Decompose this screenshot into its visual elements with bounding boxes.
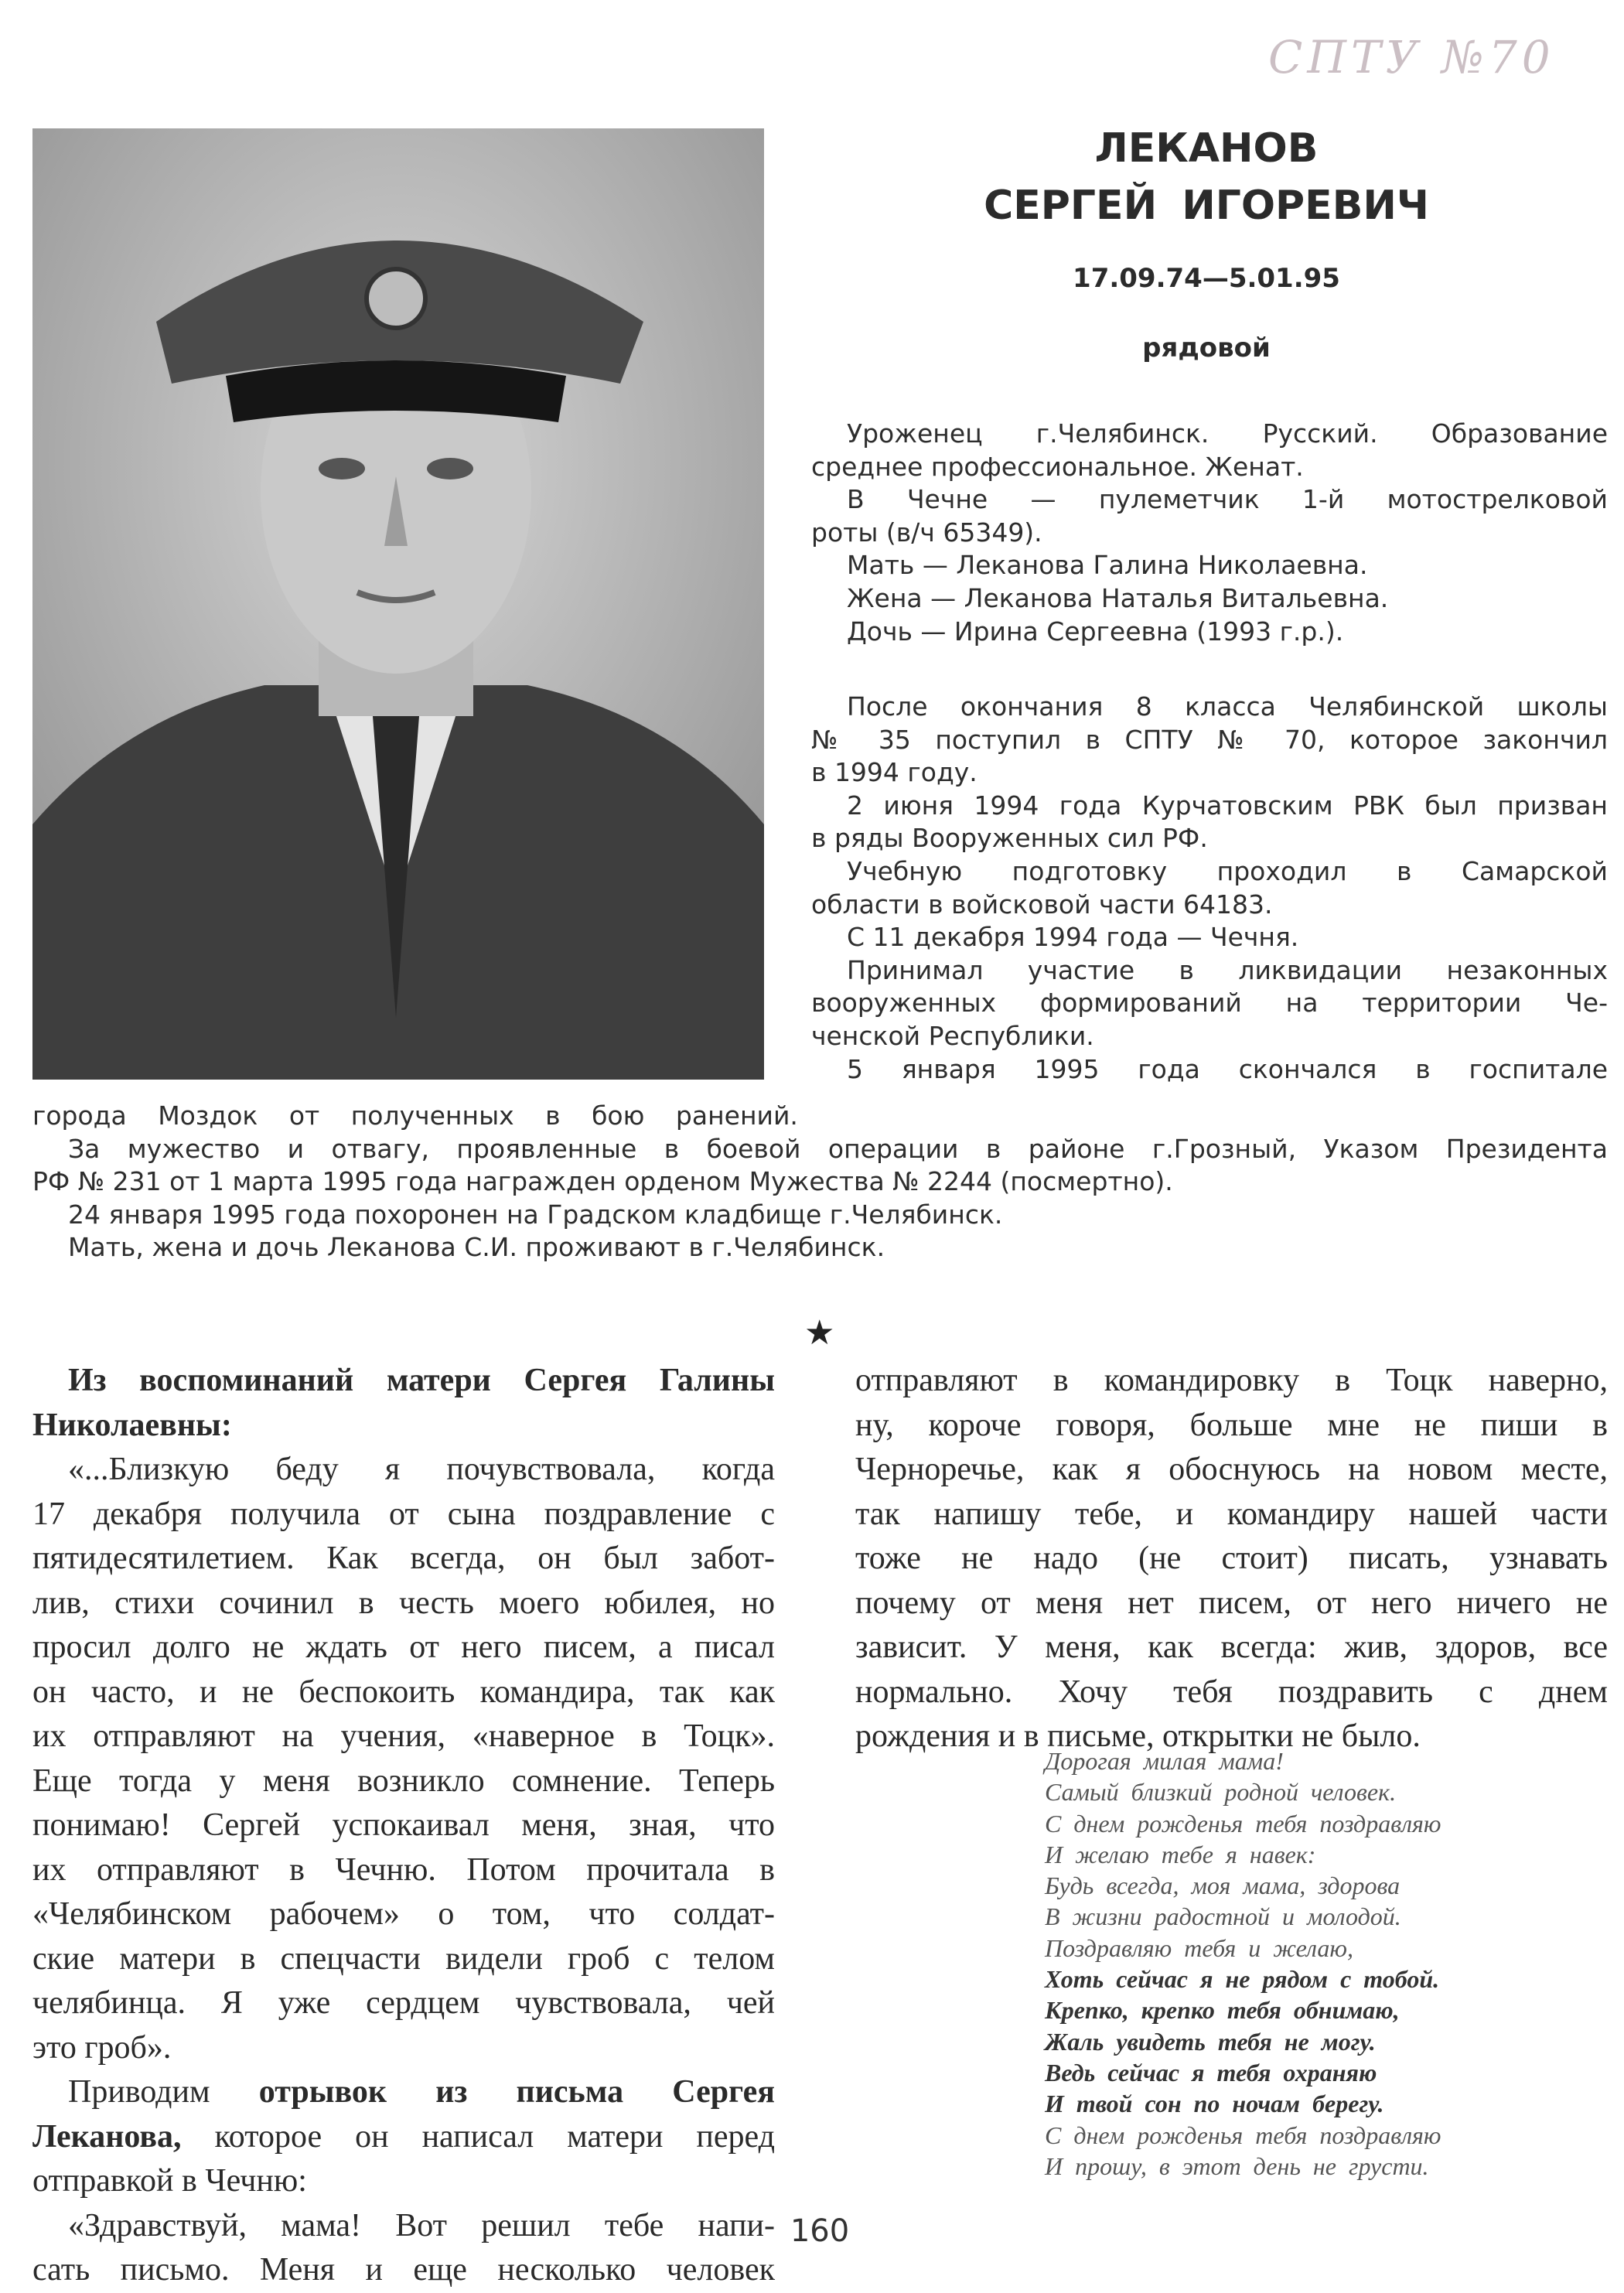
paragraph bbox=[32, 1133, 1608, 1199]
text-line: Николаевны: bbox=[32, 1407, 232, 1443]
text-line: лив, стихи сочинил в честь моего юбилея, но bbox=[32, 1585, 775, 1621]
letter-start bbox=[32, 2204, 775, 2293]
text-line: ские матери в спецчасти видели гроб с телом bbox=[32, 1940, 775, 1977]
text-line: в ряды Вооруженных сил РФ. bbox=[811, 823, 1208, 854]
text-line: «Здравствуй, мама! Вот решил тебе напи- bbox=[68, 2207, 775, 2244]
text-line: тоже не надо (не стоит) писать, узнавать bbox=[855, 1541, 1608, 1576]
text-line: просил долго не ждать от него писем, а писал bbox=[32, 1629, 775, 1665]
bio-details bbox=[811, 691, 1608, 1086]
paragraph bbox=[811, 483, 1608, 549]
memoir-heading bbox=[32, 1359, 775, 1448]
text-line: После окончания 8 класса Челябинской школы bbox=[847, 691, 1608, 722]
poem-line: С днем рожденья тебя поздравляю bbox=[1045, 1809, 1441, 1837]
military-rank: рядовой bbox=[1142, 333, 1271, 363]
text-line: Мать, жена и дочь Леканова С.И. проживают в г.Челябинск. bbox=[68, 1232, 885, 1263]
poem-line: Будь всегда, моя мама, здорова bbox=[1045, 1872, 1401, 1900]
text-line: Принимал участие в ликвидации незаконных bbox=[847, 954, 1608, 985]
poem-line: Поздравляю тебя и желаю, bbox=[1045, 1933, 1353, 1962]
text-segment-bold: Леканова, bbox=[32, 2118, 182, 2155]
text-line: он часто, и не беспокоить командира, так как bbox=[32, 1674, 775, 1710]
text-segment-bold: отрывок из письма Сергея bbox=[258, 2074, 775, 2110]
text-line: 5 января 1995 года скончался в госпитале bbox=[847, 1053, 1608, 1084]
text-line: челябинца. Я уже сердцем чувствовала, чей bbox=[32, 1985, 775, 2021]
handwritten-note: СПТУ №70 bbox=[1268, 31, 1555, 84]
text-line bbox=[32, 2115, 775, 2160]
text-line: города Моздок от полученных в бою ранений. bbox=[32, 1100, 798, 1131]
text-line: Дочь — Ирина Сергеевна (1993 г.р.). bbox=[847, 616, 1344, 647]
poem-line: Ведь сейчас я тебя охраняю bbox=[1045, 2058, 1377, 2087]
text-line: отправкой в Чечню: bbox=[32, 2163, 307, 2199]
text-line: ченской Республики. bbox=[811, 1020, 1094, 1051]
text-line: 24 января 1995 года похоронен на Градском кладбище г.Челябинск. bbox=[68, 1199, 1003, 1230]
text-line: понимаю! Сергей успокаивал меня, зная, что bbox=[32, 1807, 775, 1843]
poem-line: И прошу, в этот день не грусти. bbox=[1045, 2151, 1429, 2180]
text-line: «Челябинском рабочем» о том, что солдат- bbox=[32, 1896, 775, 1932]
text-line: Еще тогда у меня возникло сомнение. Теперь bbox=[32, 1762, 775, 1799]
paragraph bbox=[811, 418, 1608, 483]
page-number: 160 bbox=[790, 2213, 850, 2249]
paragraph bbox=[32, 1199, 1608, 1232]
text-line: Черноречье, как я обоснуюсь на новом месте, bbox=[855, 1452, 1608, 1487]
paragraph bbox=[811, 954, 1608, 1053]
text-line: Мать — Леканова Галина Николаевна. bbox=[847, 550, 1368, 581]
poem-line: Самый близкий родной человек. bbox=[1045, 1778, 1397, 1807]
paragraph bbox=[811, 549, 1608, 582]
poem-line: Хоть сейчас я не рядом с тобой. bbox=[1045, 1965, 1440, 1994]
text-line: роты (в/ч 65349). bbox=[811, 517, 1042, 548]
poem-line: И желаю тебе я навек: bbox=[1045, 1840, 1316, 1868]
poem-line: Жаль увидеть тебя не могу. bbox=[1045, 2027, 1376, 2056]
text-segment: Приводим bbox=[68, 2074, 259, 2110]
text-line: области в войсковой части 64183. bbox=[811, 889, 1273, 920]
text-line: ну, короче говоря, больше мне не пиши в bbox=[855, 1407, 1608, 1443]
text-line: С 11 декабря 1994 года — Чечня. bbox=[847, 922, 1299, 953]
text-line: отправляют в командировку в Тоцк наверно, bbox=[855, 1363, 1608, 1398]
text-line: нормально. Хочу тебя поздравить с днем bbox=[855, 1674, 1608, 1710]
bio-awards-burial bbox=[32, 1133, 1608, 1264]
mother-recollection bbox=[32, 1448, 775, 2070]
paragraph bbox=[811, 616, 1608, 649]
text-line: пятидесятилетием. Как всегда, он был забот- bbox=[32, 1541, 775, 1576]
letter-continuation bbox=[855, 1359, 1608, 1759]
poem-line: Крепко, крепко тебя обнимаю, bbox=[1045, 1996, 1400, 2025]
text-line: рождения и в письме, открытки не было. bbox=[855, 1718, 1421, 1754]
text-line: Жена — Леканова Наталья Витальевна. bbox=[847, 582, 1389, 613]
life-dates: 17.09.74—5.01.95 bbox=[1073, 263, 1340, 294]
poem-line: В жизни радостной и молодой. bbox=[1045, 1902, 1401, 1931]
text-line: среднее профессиональное. Женат. bbox=[811, 451, 1304, 482]
text-line: 2 июня 1994 года Курчатовским РВК был призван bbox=[847, 790, 1608, 821]
memoir-right-column bbox=[855, 1359, 1608, 1759]
text-segment: которое он написал матери перед bbox=[181, 2118, 775, 2155]
text-line: Уроженец г.Челябинск. Русский. Образование bbox=[847, 418, 1608, 449]
given-names-heading: СЕРГЕЙ ИГОРЕВИЧ bbox=[984, 183, 1429, 229]
text-line: это гроб». bbox=[32, 2029, 172, 2066]
text-line: зависит. У меня, как всегда: жив, здоров, все bbox=[855, 1629, 1608, 1665]
text-line: так напишу тебе, и командиру нашей части bbox=[855, 1496, 1608, 1532]
letter-intro bbox=[32, 2070, 775, 2204]
text-line: «...Близкую беду я почувствовала, когда bbox=[68, 1452, 775, 1487]
poem bbox=[1045, 1745, 1441, 2182]
paragraph bbox=[811, 582, 1608, 616]
paragraph bbox=[811, 1053, 1608, 1087]
text-line: в 1994 году. bbox=[811, 757, 977, 788]
bio-summary bbox=[811, 418, 1608, 648]
surname-heading: ЛЕКАНОВ bbox=[1094, 125, 1319, 172]
text-line: Из воспоминаний матери Сергея Галины bbox=[68, 1363, 775, 1398]
bio-full-width bbox=[32, 1100, 1608, 1264]
paragraph bbox=[811, 921, 1608, 954]
text-line: их отправляют на учения, «наверное в Тоцк». bbox=[32, 1718, 775, 1754]
text-line: № 35 поступил в СПТУ № 70, которое закончил bbox=[811, 724, 1608, 755]
text-line: РФ № 231 от 1 марта 1995 года награжден орденом Мужества № 2244 (посмертно). bbox=[32, 1166, 1173, 1197]
text-line: их отправляют в Чечню. Потом прочитала в bbox=[32, 1851, 775, 1888]
text-line: Учебную подготовку проходил в Самарской bbox=[847, 855, 1608, 886]
paragraph bbox=[811, 691, 1608, 790]
text-line: 17 декабря получила от сына поздравление с bbox=[32, 1496, 775, 1532]
portrait-photo bbox=[32, 128, 764, 1080]
memoir-left-column bbox=[32, 1359, 775, 2293]
poem-line: И твой сон по ночам берегу. bbox=[1045, 2090, 1384, 2118]
text-line: почему от меня нет писем, от него ничего не bbox=[855, 1585, 1608, 1621]
paragraph bbox=[811, 855, 1608, 921]
paragraph bbox=[811, 790, 1608, 855]
text-line: сать письмо. Меня и еще несколько человек bbox=[32, 2252, 775, 2288]
poem-line: Дорогая милая мама! bbox=[1045, 1747, 1284, 1775]
text-line: За мужество и отвагу, проявленные в боевой операции в районе г.Грозный, Указом Президента bbox=[68, 1133, 1608, 1164]
poem-line: С днем рожденья тебя поздравляю bbox=[1045, 2121, 1441, 2149]
text-line bbox=[32, 2070, 775, 2115]
star-separator-icon: ★ bbox=[804, 1313, 835, 1353]
text-line: В Чечне — пулеметчик 1-й мотострелковой bbox=[847, 484, 1608, 515]
text-line: вооруженных формирований на территории Че- bbox=[811, 988, 1608, 1019]
paragraph bbox=[32, 1231, 1608, 1264]
